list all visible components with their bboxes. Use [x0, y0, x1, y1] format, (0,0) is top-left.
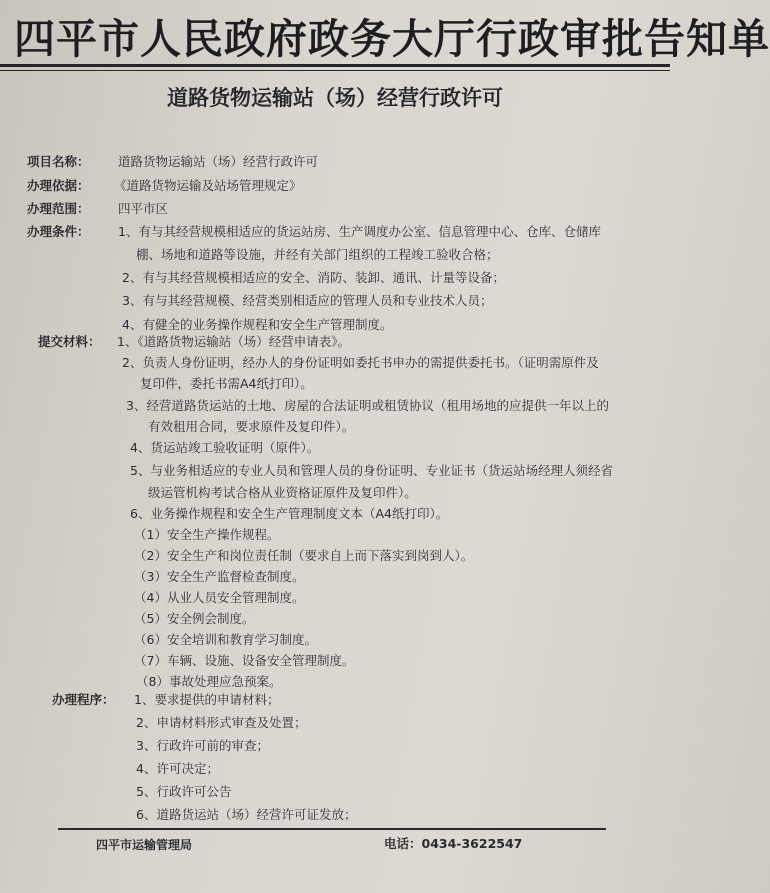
procedure-line: 4、许可决定；: [136, 761, 219, 776]
procedure-line: 2、申请材料形式审查及处置；: [136, 715, 307, 730]
material-line: （8）事故处理应急预案。: [136, 674, 282, 689]
material-line: （6）安全培训和教育学习制度。: [134, 632, 317, 647]
material-line: 有效租用合同，要求原件及复印件）。: [148, 419, 355, 434]
material-line: 级运管机构考试合格从业资格证原件及复印件）。: [148, 485, 417, 500]
scope-label: 办理范围：: [27, 201, 90, 216]
basis-value: 《道路货物运输及站场管理规定》: [114, 178, 302, 193]
procedure-line: 1、要求提供的申请材料；: [134, 692, 280, 707]
material-line: （7）车辆、设施、设备安全管理制度。: [134, 653, 355, 668]
condition-line: 3、有与其经营规模、经营类别相适应的管理人员和专业技术人员；: [122, 293, 493, 308]
materials-label: 提交材料：: [38, 334, 101, 349]
footer-rule: [58, 828, 606, 830]
page-subtitle: 道路货物运输站（场）经营行政许可: [167, 86, 503, 110]
basis-label: 办理依据：: [27, 178, 90, 193]
condition-line: 棚、场地和道路等设施，并经有关部门组织的工程竣工验收合格；: [136, 247, 499, 262]
condition-line: 1、有与其经营规模相适应的货运站房、生产调度办公室、信息管理中心、仓库、仓储库: [118, 224, 601, 239]
header-rule-thin: [0, 70, 670, 71]
material-line: 复印件，委托书需A4纸打印）。: [140, 376, 313, 391]
material-line: 4、货运站竣工验收证明（原件）。: [130, 440, 320, 455]
material-line: （5）安全例会制度。: [134, 611, 255, 626]
material-line: （4）从业人员安全管理制度。: [134, 590, 305, 605]
material-line: 2、负责人身份证明，经办人的身份证明如委托书申办的需提供委托书。（证明需原件及: [122, 355, 599, 370]
project-name-label: 项目名称：: [27, 154, 90, 169]
footer-org: 四平市运输管理局: [96, 838, 193, 852]
procedure-label: 办理程序：: [52, 692, 115, 707]
conditions-label: 办理条件：: [27, 224, 90, 239]
procedure-line: 5、行政许可公告: [136, 784, 232, 799]
material-line: （1）安全生产操作规程。: [134, 527, 280, 542]
material-line: （2）安全生产和岗位责任制（要求自上而下落实到岗到人）。: [134, 548, 474, 563]
material-line: 6、业务操作规程和安全生产管理制度文本（A4纸打印）。: [130, 506, 449, 521]
material-line: 3、经营道路货运站的土地、房屋的合法证明或租赁协议（租用场地的应提供一年以上的: [126, 398, 609, 413]
material-line: （3）安全生产监督检查制度。: [134, 569, 305, 584]
procedure-line: 6、道路货运站（场）经营许可证发放；: [136, 807, 357, 822]
condition-line: 2、有与其经营规模相适应的安全、消防、装卸、通讯、计量等设备；: [122, 270, 505, 285]
procedure-line: 3、行政许可前的审查；: [136, 738, 269, 753]
condition-line: 4、有健全的业务操作规程和安全生产管理制度。: [122, 317, 393, 332]
material-line: 5、与业务相适应的专业人员和管理人员的身份证明、专业证书（货运站场经理人须经省: [130, 463, 613, 478]
material-line: 1、《道路货物运输站（场）经营申请表》。: [117, 334, 350, 349]
scope-value: 四平市区: [118, 201, 169, 216]
header-rule: [0, 64, 670, 67]
project-name-value: 道路货物运输站（场）经营行政许可: [118, 154, 319, 169]
page-header-title: 四平市人民政府政务大厅行政审批告知单: [14, 15, 770, 63]
footer-phone: 电话：0434-3622547: [384, 836, 523, 851]
